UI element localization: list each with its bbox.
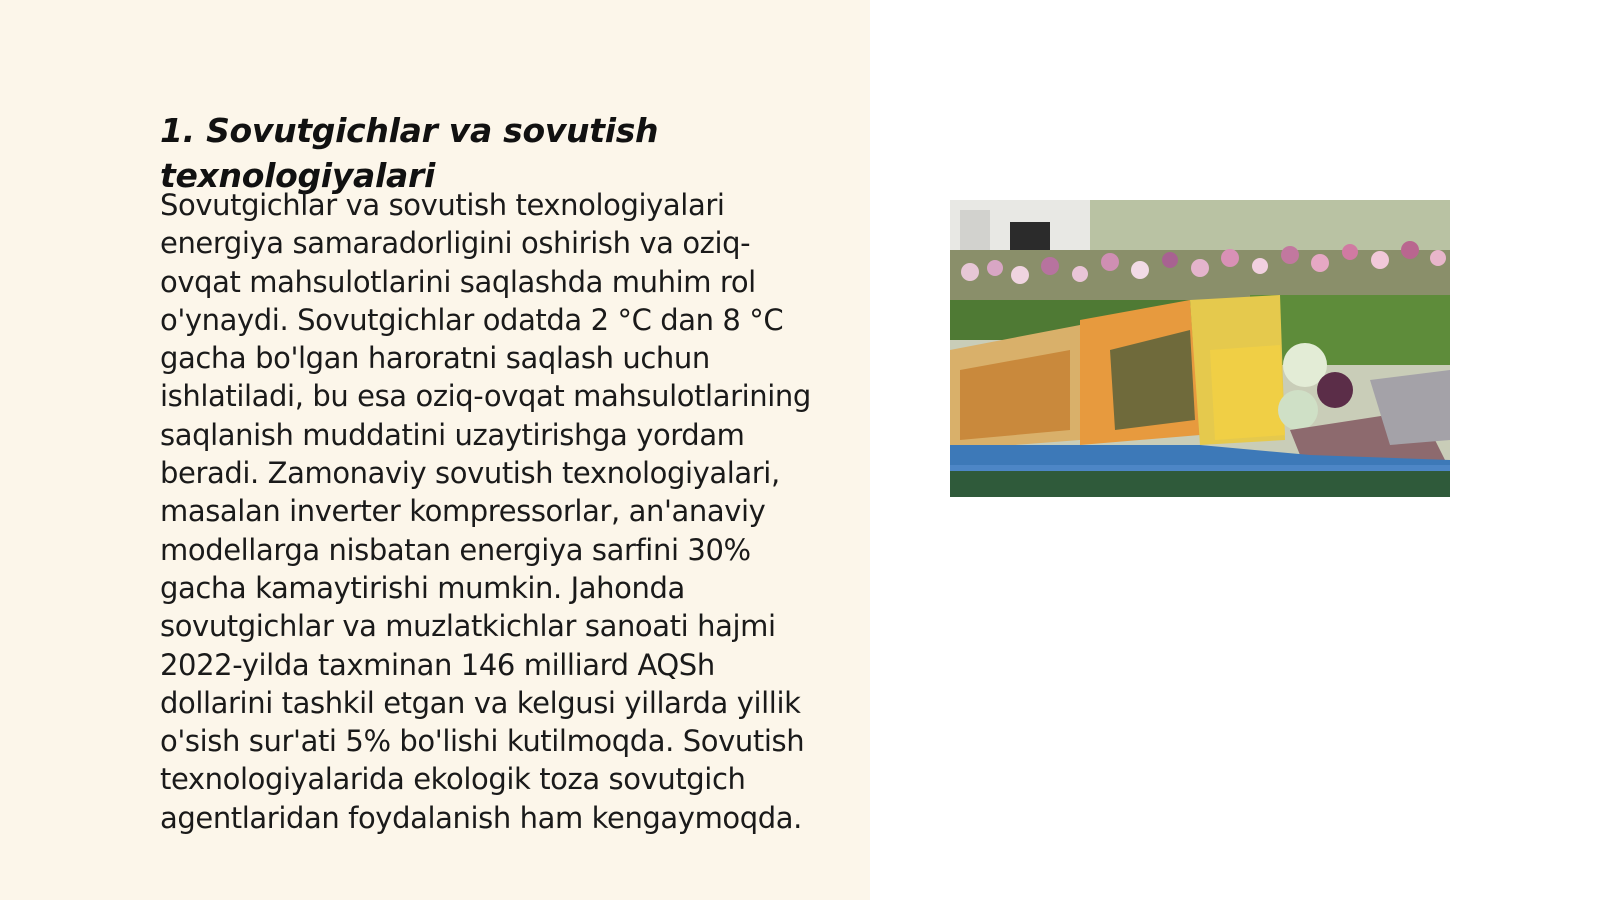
slide-body-text: Sovutgichlar va sovutish texnologiyalari energiya samaradorligini oshirish va oziq-ovqat mahsulotlarini saqlashda muhim rol o'ynaydi. Sovutgichlar odatda 2 °C dan 8 °C gacha bo'lgan haroratni saqlash uchun ishlatiladi, bu esa oziq-ovqat mahsulotlarining saqlanish muddatini uzaytirishga yordam beradi. Zamonaviy sovutish texnologiyalari, masalan inverter kompressorlar, an'anaviy modellarga nisbatan energiya sarfini 30% gacha kamaytirishi mumkin. Jahonda sovutgichlar va muzlatkichlar sanoati hajmi 2022-yilda taxminan 146 milliard AQSh dollarini tashkil etgan va kelgusi yillarda yillik o'sish sur'ati 5% bo'lishi kutilmoqda. Sovutish texnologiyalarida ekologik toza sovutgich agentlaridan foydalanish ham kengaymoqda. (160, 188, 811, 835)
produce-display-photo (950, 200, 1450, 497)
slide-title: 1. Sovutgichlar va sovutish texnologiyalari (160, 111, 659, 195)
